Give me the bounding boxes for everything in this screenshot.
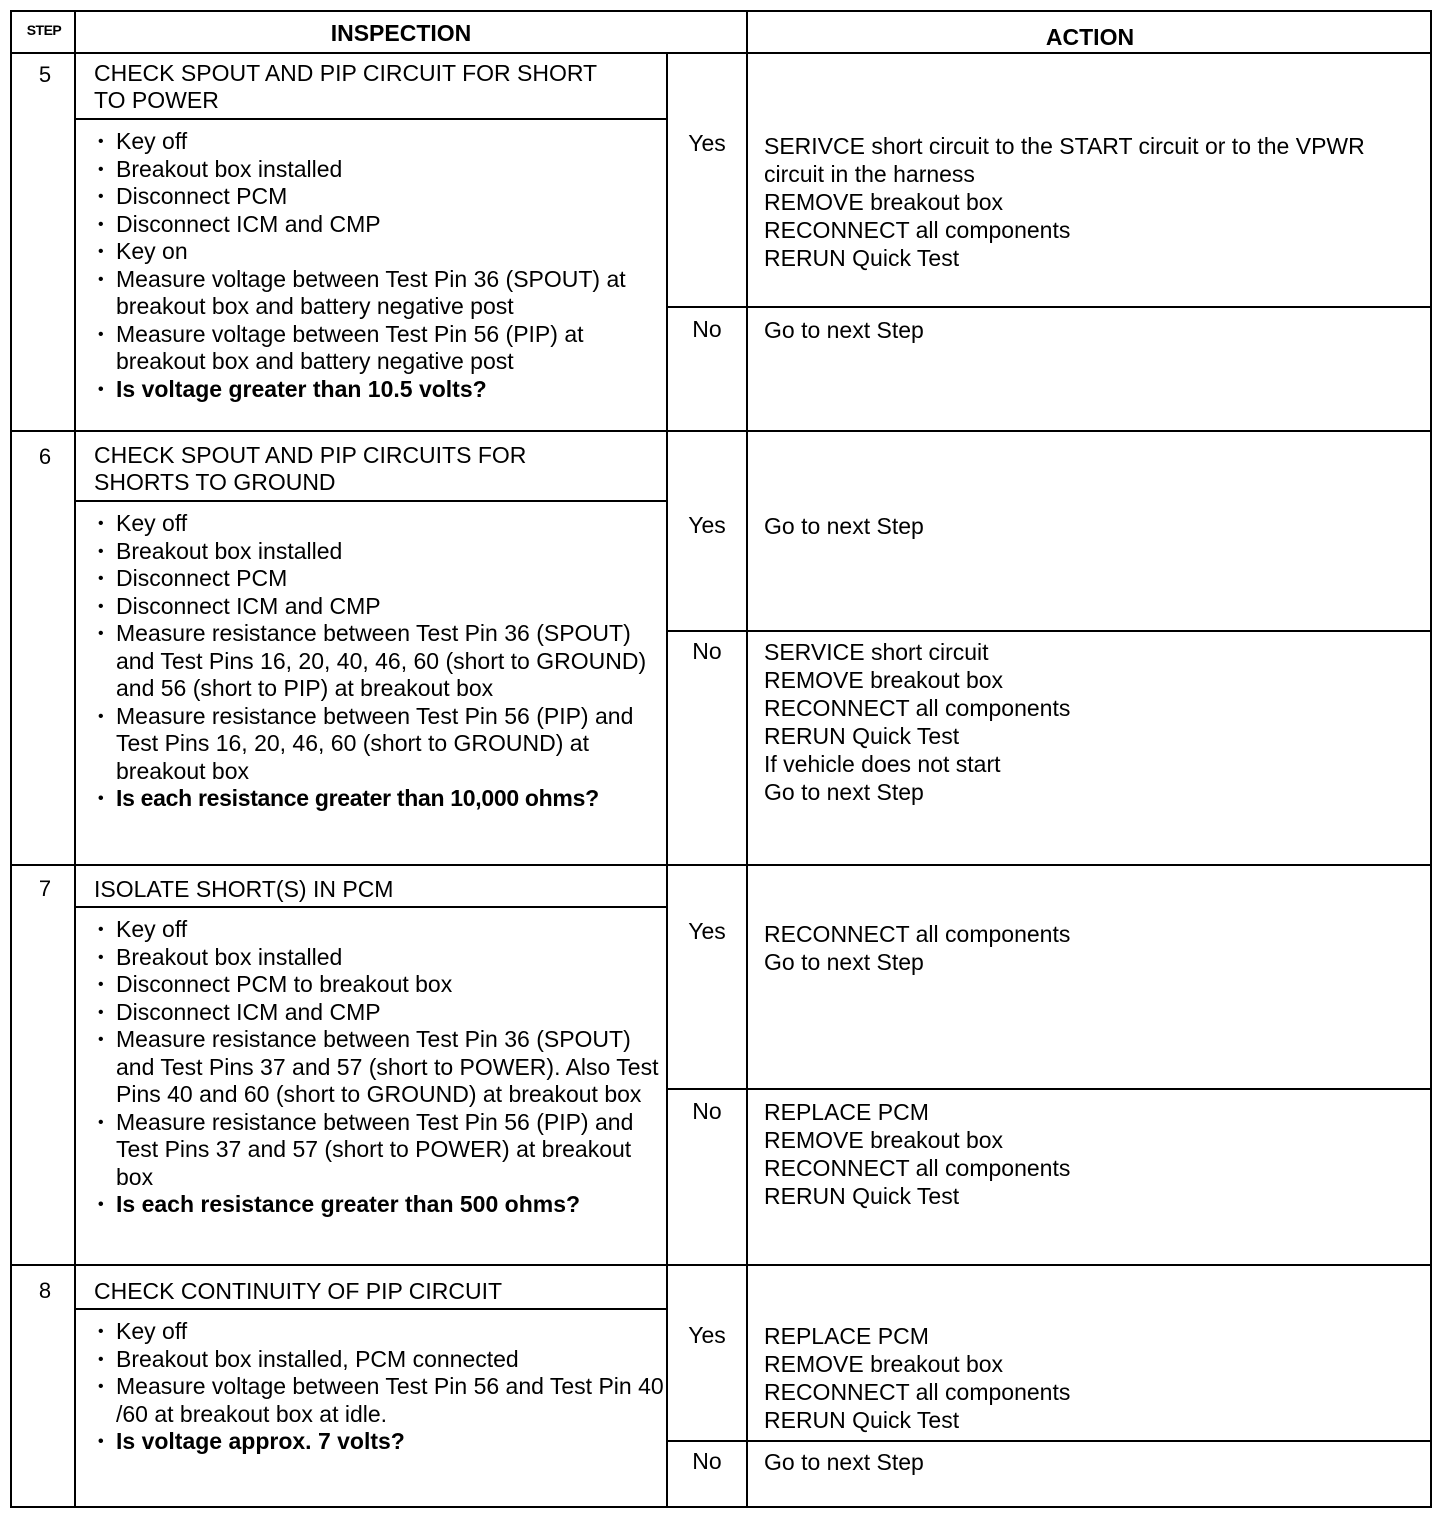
inspection-question: • Is voltage greater than 10.5 volts?: [94, 376, 666, 404]
yes-action: RECONNECT all components Go to next Step: [764, 921, 1071, 975]
yes-action: SERIVCE short circuit to the START circuit or to the VPWR circuit in the harness REMOVE breakout box RECONNECT all components RERUN Quick Test: [764, 133, 1365, 271]
no-action: Go to next Step: [764, 317, 924, 343]
no-action: REPLACE PCM REMOVE breakout box RECONNECT all components RERUN Quick Test: [764, 1099, 1071, 1209]
inspection-item: • Disconnect ICM and CMP: [94, 211, 666, 239]
inspection-item: • Measure resistance between Test Pin 36 (SPOUT) and Test Pins 16, 20, 40, 46, 60 (short to GROUND) and 56 (short to PIP) at breakout box: [94, 620, 666, 703]
no-action: Go to next Step: [764, 1449, 924, 1475]
inspection-item: • Disconnect PCM: [94, 565, 666, 593]
title-underline: [76, 500, 666, 502]
header-action: ACTION: [1045, 24, 1135, 50]
yes-no-divider: [666, 1440, 1430, 1442]
title-underline: [76, 906, 666, 908]
col-line-yesno: [666, 52, 668, 1506]
inspection-item: • Key off: [94, 1318, 666, 1346]
inspection-item: • Measure voltage between Test Pin 56 (PIP) at breakout box and battery negative post: [94, 321, 666, 376]
step-title: CHECK SPOUT AND PIP CIRCUIT FOR SHORT TO POWER: [94, 60, 598, 113]
inspection-item: • Measure resistance between Test Pin 56 (PIP) and Test Pins 37 and 57 (short to POWER) at breakout box: [94, 1109, 666, 1192]
inspection-item: • Breakout box installed: [94, 156, 666, 184]
yes-action: Go to next Step: [764, 513, 924, 539]
yes-label: Yes: [688, 1322, 726, 1348]
step-number: 7: [38, 876, 52, 901]
yes-no-divider: [666, 1088, 1430, 1090]
inspection-list: [94, 916, 666, 1219]
yes-no-divider: [666, 306, 1430, 308]
step-number: 5: [38, 62, 52, 87]
inspection-item: • Key off: [94, 916, 666, 944]
inspection-item: • Measure resistance between Test Pin 56 (PIP) and Test Pins 16, 20, 46, 60 (short to GROUND) at breakout box: [94, 703, 666, 786]
step-number: 8: [38, 1278, 52, 1303]
inspection-item: • Key off: [94, 128, 666, 156]
inspection-item: • Disconnect ICM and CMP: [94, 999, 666, 1027]
col-line-inspection: [746, 12, 748, 1506]
no-label: No: [692, 638, 722, 664]
inspection-item: • Disconnect PCM to breakout box: [94, 971, 666, 999]
diagnostic-table: [10, 10, 1432, 1508]
inspection-item: • Key off: [94, 510, 666, 538]
yes-label: Yes: [688, 512, 726, 538]
header-inspection: INSPECTION: [330, 20, 472, 46]
step-title: ISOLATE SHORT(S) IN PCM: [94, 876, 394, 902]
inspection-item: • Disconnect PCM: [94, 183, 666, 211]
row-divider: [12, 864, 1430, 866]
inspection-list: [94, 128, 666, 403]
inspection-list: [94, 510, 666, 813]
inspection-item: • Breakout box installed: [94, 944, 666, 972]
no-label: No: [692, 1448, 722, 1474]
step-number: 6: [38, 444, 52, 469]
inspection-question: • Is each resistance greater than 500 ohms?: [94, 1191, 666, 1219]
header-step: STEP: [26, 22, 62, 38]
inspection-item: • Measure voltage between Test Pin 36 (SPOUT) at breakout box and battery negative post: [94, 266, 666, 321]
inspection-question: • Is voltage approx. 7 volts?: [94, 1428, 666, 1456]
row-divider: [12, 1264, 1430, 1266]
step-title: CHECK SPOUT AND PIP CIRCUITS FOR SHORTS TO GROUND: [94, 442, 527, 495]
inspection-item: • Measure resistance between Test Pin 36 (SPOUT) and Test Pins 37 and 57 (short to POWER). Also Test Pins 40 and 60 (short to GROUND) at breakout box: [94, 1026, 666, 1109]
inspection-item: • Breakout box installed: [94, 538, 666, 566]
inspection-item: • Disconnect ICM and CMP: [94, 593, 666, 621]
no-label: No: [692, 1098, 722, 1124]
inspection-question: • Is each resistance greater than 10,000 ohms?: [94, 785, 666, 813]
yes-label: Yes: [688, 918, 726, 944]
no-action: SERVICE short circuit REMOVE breakout box RECONNECT all components RERUN Quick Test If vehicle does not start Go to next Step: [764, 639, 1071, 805]
title-underline: [76, 1308, 666, 1310]
inspection-list: [94, 1318, 666, 1456]
no-label: No: [692, 316, 722, 342]
yes-no-divider: [666, 630, 1430, 632]
inspection-item: • Key on: [94, 238, 666, 266]
header-divider: [12, 52, 1430, 54]
step-title: CHECK CONTINUITY OF PIP CIRCUIT: [94, 1278, 503, 1304]
inspection-item: • Measure voltage between Test Pin 56 and Test Pin 40 /60 at breakout box at idle.: [94, 1373, 666, 1428]
yes-label: Yes: [688, 130, 726, 156]
row-divider: [12, 430, 1430, 432]
yes-action: REPLACE PCM REMOVE breakout box RECONNECT all components RERUN Quick Test: [764, 1323, 1071, 1433]
title-underline: [76, 118, 666, 120]
inspection-item: • Breakout box installed, PCM connected: [94, 1346, 666, 1374]
